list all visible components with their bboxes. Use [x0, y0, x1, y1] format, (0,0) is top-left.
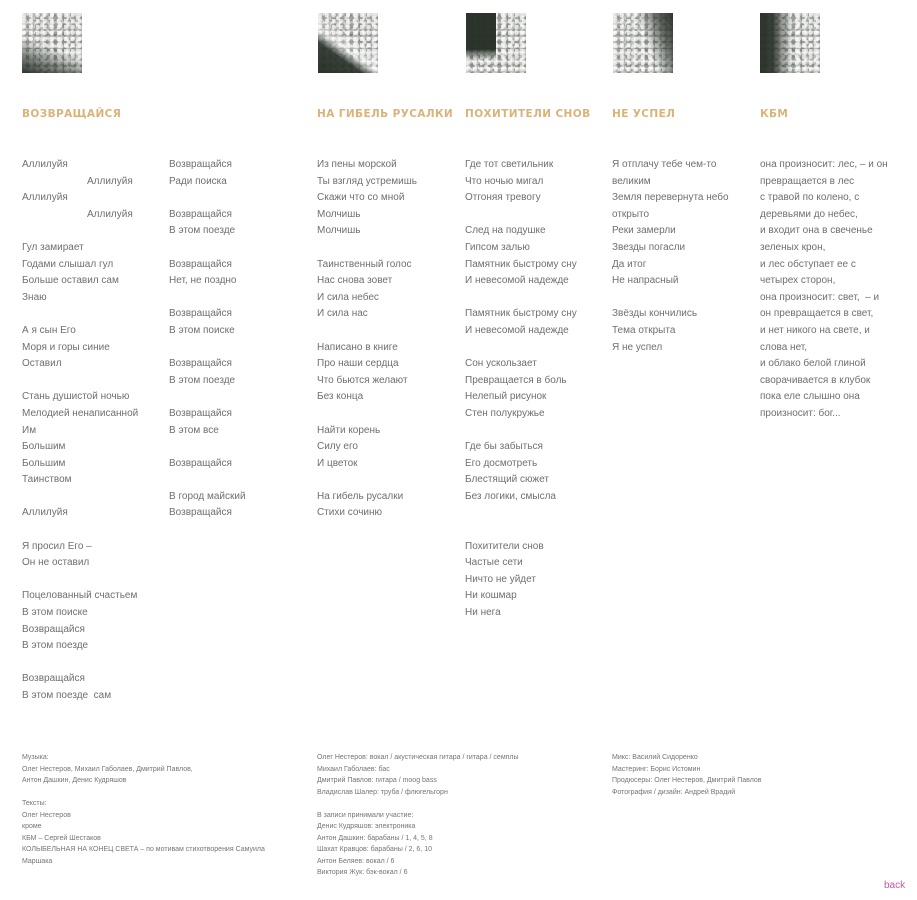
text-line: Молчишь: [317, 225, 361, 237]
text-line: Большим: [22, 441, 66, 453]
text-line: Реки замерли: [612, 225, 676, 237]
song-artwork-tile: [318, 13, 378, 73]
text-line: она произносит: лес, – и он: [760, 159, 888, 170]
text-line: Стань душистой ночью: [22, 391, 130, 403]
text-line: Нас снова зовет: [317, 275, 393, 287]
text-line: Таинственный голос: [317, 258, 412, 270]
text-line: Где тот светильник: [465, 159, 554, 170]
text-line: Денис Кудряшов: электроника: [317, 823, 416, 830]
stanza-break: [465, 340, 577, 357]
text-line: КОЛЫБЕЛЬНАЯ НА КОНЕЦ СВЕТА – по мотивам стихотворения Самуила: [22, 846, 265, 853]
text-line: Антон Беляев: вокал / 6: [317, 857, 395, 865]
text-line: Отгоняя тревогу: [465, 192, 541, 204]
text-line: В этом поиске: [22, 607, 88, 619]
text-line: Что ночью мигал: [465, 175, 544, 187]
text-line: Возвращайся: [169, 159, 232, 170]
lyrics-column: [760, 157, 888, 423]
text-line: В этом поиске: [169, 324, 235, 336]
text-line: Виктория Жук: бэк-вокал / 6: [317, 869, 408, 876]
text-line: Из пены морской: [317, 159, 397, 170]
text-line: Моря и горы синие: [22, 341, 110, 353]
song-title: НЕ УСПЕЛ: [612, 108, 676, 120]
text-line: Возвращайся: [22, 623, 85, 635]
text-line: Нет, не поздно: [169, 275, 237, 287]
text-line: Аллилуйя: [87, 175, 133, 187]
text-line: Аллилуйя: [87, 208, 133, 220]
text-line: и облако белой глиной: [760, 358, 866, 370]
text-line: Тема открыта: [612, 324, 676, 336]
text-line: и входит она в свеченье: [760, 225, 873, 237]
text-line: Он не оставил: [22, 557, 90, 569]
text-line: четырех сторон,: [760, 275, 836, 287]
text-line: Антон Дашкин: барабаны / 1, 4, 5, 8: [317, 834, 433, 842]
text-line: Олег Нестеров, Михаил Габолаев, Дмитрий Павлов,: [22, 765, 193, 773]
text-line: Памятник быстрому сну: [465, 308, 577, 320]
text-line: Возвращайся: [22, 673, 85, 685]
text-line: Оставил: [22, 358, 62, 370]
text-line: Михаил Габолаев: бас: [317, 765, 390, 773]
text-line: Дмитрий Павлов: гитара / moog bass: [317, 777, 437, 784]
text-line: Гул замирает: [22, 241, 84, 253]
text-line: В этом все: [169, 424, 219, 436]
text-line: Таинством: [22, 474, 72, 486]
text-line: она произносит: свет, – и: [760, 291, 880, 303]
text-line: Мелодией ненаписанной: [22, 407, 139, 419]
text-line: Найти корень: [317, 424, 381, 436]
text-line: Продюсеры: Олег Нестеров, Дмитрий Павлов: [612, 777, 762, 784]
stanza-break: [465, 505, 577, 522]
stanza-break: [317, 240, 417, 257]
text-line: Нелепый рисунок: [465, 391, 547, 403]
text-line: И сила небес: [317, 291, 379, 303]
text-line: Ты взгляд устремишь: [317, 175, 417, 187]
text-line: великим: [612, 175, 651, 187]
stanza-break: [465, 290, 577, 307]
text-line: Олег Нестеров: вокал / акустическая гитара / гитара / семплы: [317, 754, 519, 761]
text-line: Владислав Шалер: труба / флюгельгорн: [317, 788, 448, 796]
text-line: Мастеринг: Борис Истомин: [612, 765, 701, 773]
text-line: Силу его: [317, 441, 358, 453]
text-line: Превращается в боль: [465, 374, 567, 386]
stanza-break: [169, 190, 246, 207]
stanza-break: [169, 389, 246, 406]
stanza-break: [22, 373, 138, 390]
stanza-break: [169, 340, 246, 357]
song-title: ВОЗВРАЩАЙСЯ: [22, 108, 122, 120]
text-line: Сон ускользает: [465, 358, 537, 370]
text-line: Где бы забыться: [465, 441, 543, 453]
text-line: След на подушке: [465, 225, 546, 237]
text-line: Земля перевернута небо: [612, 192, 729, 204]
stanza-break: [465, 207, 577, 224]
text-line: Возвращайся: [169, 258, 232, 270]
stanza-break: [22, 522, 138, 539]
text-line: Микс: Василий Сидоренко: [612, 754, 698, 761]
stanza-break: [22, 572, 138, 589]
text-line: Скажи что со мной: [317, 192, 405, 204]
text-line: Стен полукружье: [465, 407, 545, 419]
text-line: пока еле слышно она: [760, 391, 860, 403]
text-line: Про наши сердца: [317, 358, 399, 370]
text-line: Поцелованный счастьем: [22, 590, 138, 602]
text-line: Я отплачу тебе чем-то: [612, 159, 717, 170]
stanza-break: [22, 489, 138, 506]
text-line: зеленых крон,: [760, 241, 826, 253]
text-line: Аллилуйя: [22, 159, 68, 170]
text-line: В город майский: [169, 490, 246, 502]
text-line: Звезды погасли: [612, 241, 686, 253]
text-line: Больше оставил сам: [22, 275, 119, 287]
text-line: Аллилуйя: [22, 507, 68, 519]
text-line: он превращается в свет,: [760, 308, 874, 320]
text-line: Частые сети: [465, 557, 523, 569]
text-line: Шахат Кравцов: барабаны / 2, 6, 10: [317, 846, 432, 853]
lyrics-column: [612, 157, 729, 356]
text-line: Я просил Его –: [22, 540, 92, 552]
text-line: Да итог: [612, 258, 647, 270]
text-line: Не напрасный: [612, 275, 679, 287]
text-line: Возвращайся: [169, 457, 232, 469]
text-line: Возвращайся: [169, 358, 232, 370]
stanza-break: [22, 787, 265, 799]
text-line: Возвращайся: [169, 308, 232, 320]
text-line: Возвращайся: [169, 407, 232, 419]
stanza-break: [169, 290, 246, 307]
text-line: Памятник быстрому сну: [465, 258, 577, 270]
text-line: И сила нас: [317, 308, 368, 320]
song-artwork-tile: [760, 13, 820, 73]
text-line: Маршака: [22, 857, 53, 865]
credits-column: [22, 752, 265, 867]
stanza-break: [169, 472, 246, 489]
text-line: В этом поезде сам: [22, 690, 112, 701]
text-line: Стихи сочиню: [317, 507, 383, 519]
text-line: Его досмотреть: [465, 457, 538, 469]
text-line: Без логики, смысла: [465, 490, 556, 502]
song-artwork-tile: [613, 13, 673, 73]
text-line: Олег Нестеров: [22, 811, 71, 819]
stanza-break: [22, 223, 138, 240]
text-line: кроме: [22, 823, 42, 830]
text-line: превращается в лес: [760, 175, 855, 187]
song-title: ПОХИТИТЕЛИ СНОВ: [465, 108, 591, 120]
song-artwork-tile: [22, 13, 82, 73]
stanza-break: [317, 798, 519, 810]
back-link[interactable]: back: [884, 880, 906, 891]
stanza-break: [169, 240, 246, 257]
text-line: с травой по колено, с: [760, 192, 860, 204]
text-line: КБМ – Сергей Шестаков: [22, 834, 101, 842]
text-line: произносит: бог...: [760, 407, 841, 419]
lyrics-column: [465, 157, 577, 622]
text-line: Похитители снов: [465, 540, 544, 552]
text-line: Ничто не уйдет: [465, 573, 536, 585]
text-line: сворачивается в клубок: [760, 374, 871, 386]
text-line: Молчишь: [317, 208, 361, 220]
text-line: и нет никого на свете, и: [760, 324, 870, 336]
text-line: Без конца: [317, 391, 364, 403]
text-line: Что бьются желают: [317, 374, 408, 386]
text-line: Музыка:: [22, 754, 49, 761]
text-line: Годами слышал гул: [22, 258, 114, 270]
stanza-break: [317, 406, 417, 423]
text-line: Ни нега: [465, 607, 501, 619]
text-line: открыто: [612, 208, 650, 220]
stanza-break: [22, 655, 138, 672]
text-line: В этом поезде: [169, 225, 236, 237]
credits-column: [612, 752, 762, 798]
stanza-break: [317, 323, 417, 340]
text-line: и лес обступает ее с: [760, 258, 856, 270]
text-line: Я не успел: [612, 341, 663, 353]
song-title: КБМ: [760, 108, 789, 120]
text-line: деревьями до небес,: [760, 208, 858, 220]
text-line: На гибель русалки: [317, 490, 404, 502]
song-title: НА ГИБЕЛЬ РУСАЛКИ: [317, 108, 454, 120]
stanza-break: [22, 306, 138, 323]
text-line: А я сын Его: [22, 324, 76, 336]
stanza-break: [317, 472, 417, 489]
text-line: Ни кошмар: [465, 590, 517, 602]
lyrics-column: [317, 157, 417, 522]
text-line: Написано в книге: [317, 341, 398, 353]
credits-column: [317, 752, 519, 879]
text-line: Аллилуйя: [22, 192, 68, 204]
text-line: Возвращайся: [169, 507, 232, 519]
text-line: Ради поиска: [169, 175, 227, 187]
text-line: Возвращайся: [169, 208, 232, 220]
lyrics-column: [169, 157, 246, 522]
text-line: Фотография / дизайн: Андрей Врадий: [612, 788, 736, 796]
stanza-break: [465, 423, 577, 440]
text-line: Гипсом залью: [465, 241, 530, 253]
text-line: Блестящий сюжет: [465, 474, 549, 486]
text-line: Звёзды кончились: [612, 308, 698, 320]
text-line: В этом поезде: [169, 374, 236, 386]
text-line: Большим: [22, 457, 66, 469]
text-line: Знаю: [22, 291, 47, 303]
lyrics-column: [22, 157, 138, 705]
song-artwork-tile: [466, 13, 526, 73]
text-line: И невесомой надежде: [465, 324, 569, 336]
text-line: В этом поезде: [22, 640, 89, 652]
stanza-break: [465, 522, 577, 539]
stanza-break: [169, 439, 246, 456]
text-line: Тексты:: [22, 800, 47, 807]
text-line: И цветок: [317, 457, 358, 469]
text-line: Антон Дашкин, Денис Кудряшов: [22, 777, 127, 784]
text-line: слова нет,: [760, 341, 808, 353]
text-line: И невесомой надежде: [465, 275, 569, 287]
stanza-break: [612, 290, 729, 307]
text-line: В записи принимали участие:: [317, 811, 414, 819]
text-line: Им: [22, 424, 37, 436]
